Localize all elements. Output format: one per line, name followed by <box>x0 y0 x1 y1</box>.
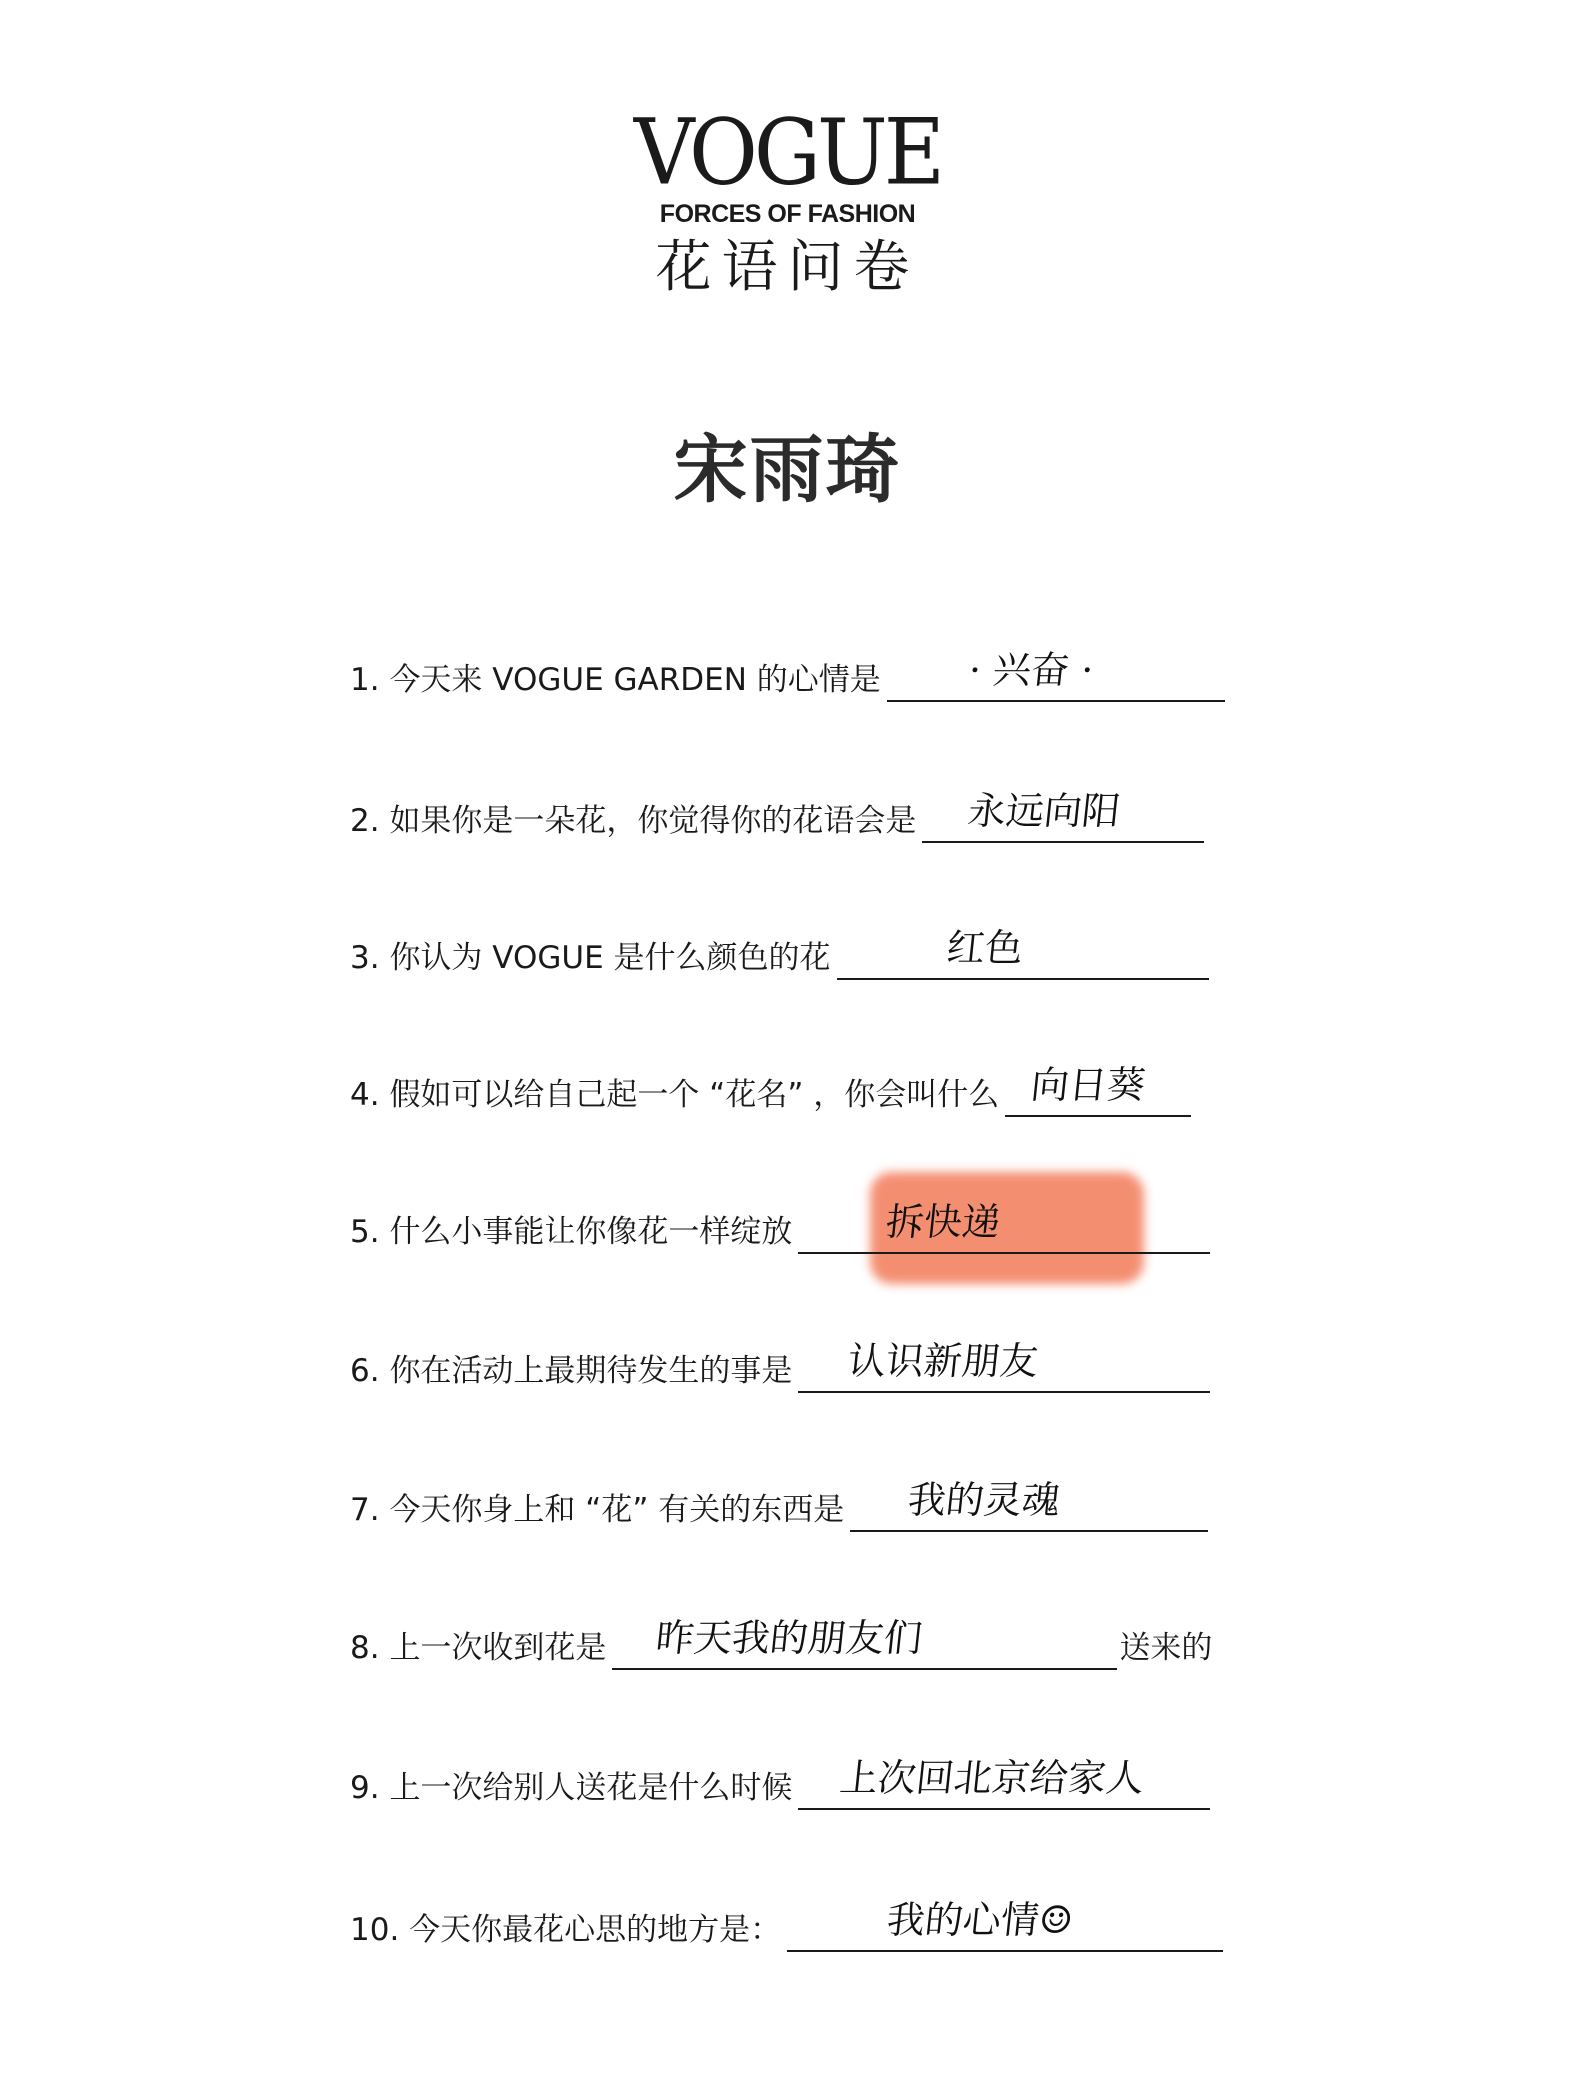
answer-blank <box>798 1752 1210 1810</box>
question-number: 4. <box>350 1077 380 1113</box>
question-number: 5. <box>350 1214 380 1250</box>
answer-text: 上次回北京给家人 <box>838 1756 1147 1800</box>
question-number: 3. <box>350 940 380 976</box>
question-text: 如果你是一朵花，你觉得你的花语会是 <box>389 803 917 839</box>
answer-blank <box>798 1335 1210 1393</box>
answer-blank <box>887 644 1225 702</box>
question-text: 假如可以给自己起一个 “花名” ，你会叫什么 <box>389 1077 1000 1113</box>
answer-blank <box>837 922 1209 980</box>
question-9 <box>350 1750 1210 1810</box>
question-5 <box>350 1194 1210 1254</box>
question-10 <box>350 1892 1223 1952</box>
answer-text: 永远向阳 <box>966 789 1123 833</box>
answer-blank <box>798 1196 1210 1254</box>
question-number: 6. <box>350 1353 380 1389</box>
answer-text: 我的灵魂 <box>905 1478 1063 1522</box>
answer-blank <box>850 1474 1208 1532</box>
answer-text: 向日葵 <box>1028 1063 1148 1107</box>
answer-blank <box>1005 1059 1191 1117</box>
respondent-name: 宋雨琦 <box>673 427 902 513</box>
question-6 <box>350 1333 1210 1393</box>
question-text: 什么小事能让你像花一样绽放 <box>389 1214 793 1250</box>
question-7 <box>350 1472 1208 1532</box>
answer-text: · 兴奋 · <box>966 648 1096 692</box>
question-text: 今天来 VOGUE GARDEN 的心情是 <box>389 662 881 698</box>
answer-text: 拆快递 <box>884 1200 1003 1244</box>
survey-title: 花语问卷 <box>655 235 920 300</box>
question-1 <box>350 642 1225 702</box>
question-text: 今天你最花心思的地方是： <box>409 1912 782 1948</box>
survey-header <box>0 99 1575 300</box>
question-number: 10. <box>350 1912 400 1948</box>
brand-logo: VOGUE <box>633 99 942 205</box>
answer-blank <box>612 1612 1117 1670</box>
answer-text: 红色 <box>944 926 1025 970</box>
answer-text: 昨天我的朋友们 <box>654 1616 925 1660</box>
question-text: 上一次收到花是 <box>389 1630 607 1666</box>
answer-blank <box>922 785 1204 843</box>
answer-text: 认识新朋友 <box>846 1339 1041 1383</box>
answer-blank <box>787 1894 1223 1952</box>
answer-text: 我的心情☺ <box>884 1898 1076 1942</box>
question-text: 你认为 VOGUE 是什么颜色的花 <box>389 940 831 976</box>
question-number: 7. <box>350 1492 380 1528</box>
question-2 <box>350 783 1204 843</box>
question-text: 今天你身上和 “花” 有关的东西是 <box>389 1492 845 1528</box>
question-4 <box>350 1057 1191 1117</box>
question-number: 2. <box>350 803 380 839</box>
question-3 <box>350 920 1209 980</box>
question-text: 你在活动上最期待发生的事是 <box>389 1353 793 1389</box>
question-8 <box>350 1610 1212 1670</box>
question-number: 8. <box>350 1630 380 1666</box>
question-text: 上一次给别人送花是什么时候 <box>389 1770 793 1806</box>
question-number: 9. <box>350 1770 380 1806</box>
question-suffix: 送来的 <box>1119 1630 1213 1666</box>
question-number: 1. <box>350 662 380 698</box>
brand-tagline: FORCES OF FASHION <box>659 200 916 228</box>
